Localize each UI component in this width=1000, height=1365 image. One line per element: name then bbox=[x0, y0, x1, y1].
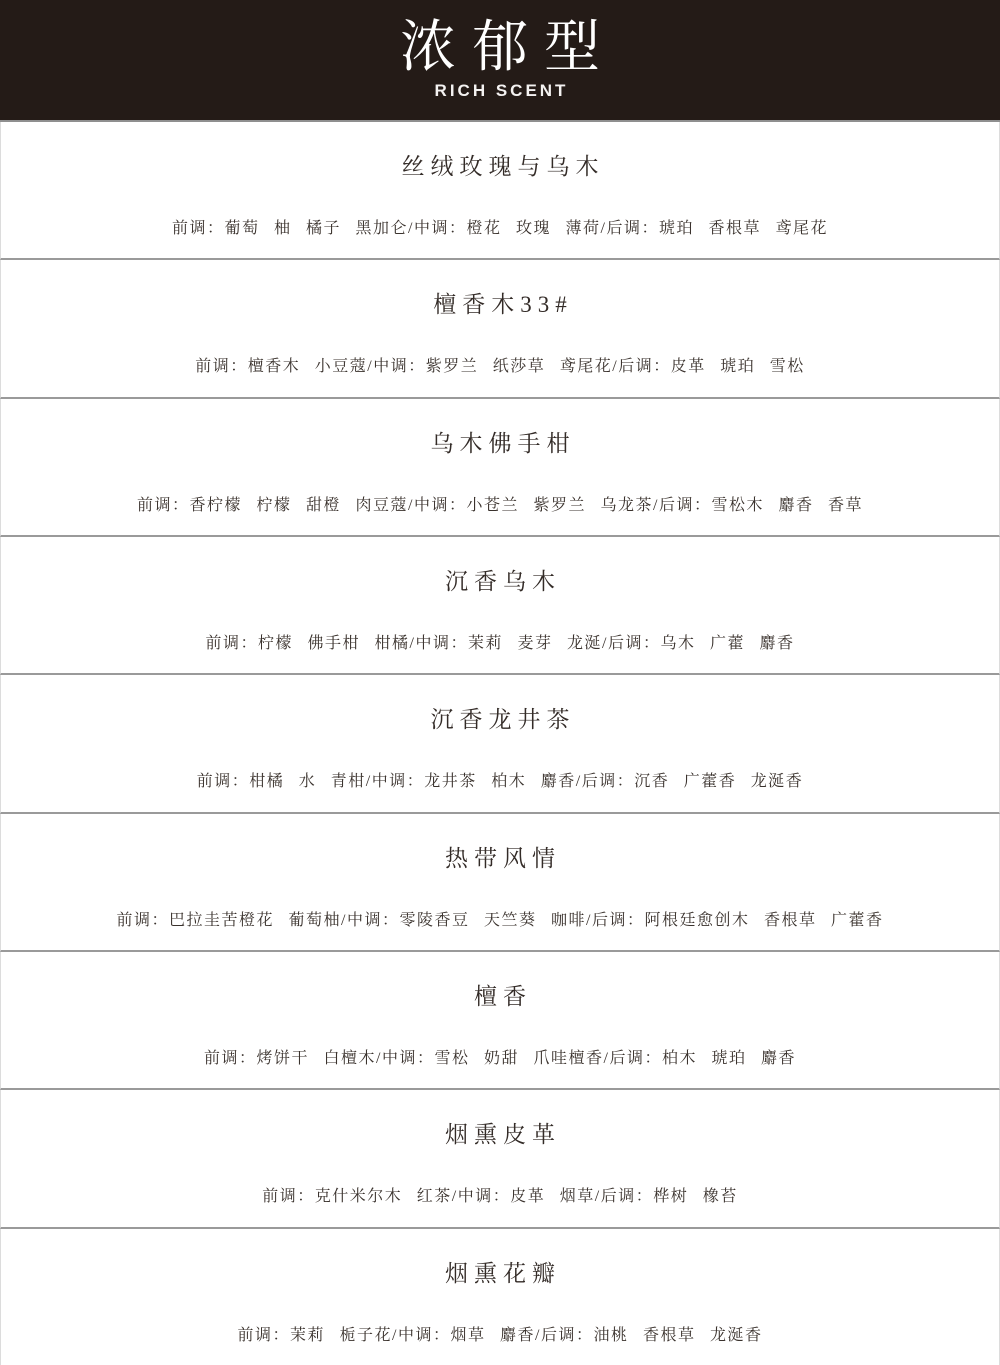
fragrance-notes: 前调：巴拉圭苦橙花 葡萄柚/中调：零陵香豆 天竺葵 咖啡/后调：阿根廷愈创木 香根草 广藿香 bbox=[116, 911, 884, 929]
fragrance-card bbox=[0, 1229, 1000, 1365]
fragrance-name: 沉香龙井茶 bbox=[430, 707, 576, 733]
category-header bbox=[0, 0, 1000, 122]
fragrance-notes: 前调：克什米尔木 红茶/中调：皮革 烟草/后调：桦树 橡苔 bbox=[262, 1188, 738, 1206]
fragrance-card bbox=[0, 399, 1000, 537]
fragrance-list bbox=[0, 122, 1000, 1365]
fragrance-card bbox=[0, 814, 1000, 952]
fragrance-name: 丝绒玫瑰与乌木 bbox=[401, 154, 605, 180]
category-subtitle: RICH SCENT bbox=[434, 81, 569, 101]
fragrance-notes: 前调：烤饼干 白檀木/中调：雪松 奶甜 爪哇檀香/后调：柏木 琥珀 麝香 bbox=[204, 1050, 796, 1068]
fragrance-card bbox=[0, 260, 1000, 398]
fragrance-name: 烟熏皮革 bbox=[445, 1122, 561, 1148]
fragrance-notes: 前调：茉莉 栀子花/中调：烟草 麝香/后调：油桃 香根草 龙涎香 bbox=[237, 1326, 763, 1344]
fragrance-notes: 前调：葡萄 柚 橘子 黑加仑/中调：橙花 玫瑰 薄荷/后调：琥珀 香根草 鸢尾花 bbox=[172, 220, 828, 238]
fragrance-name: 沉香乌木 bbox=[445, 569, 561, 595]
fragrance-card bbox=[0, 675, 1000, 813]
fragrance-card bbox=[0, 1090, 1000, 1228]
fragrance-name: 乌木佛手柑 bbox=[430, 430, 576, 456]
fragrance-name: 檀香木33# bbox=[433, 292, 573, 318]
fragrance-name: 檀香 bbox=[474, 984, 532, 1010]
fragrance-card bbox=[0, 952, 1000, 1090]
fragrance-notes: 前调：柠檬 佛手柑 柑橘/中调：茉莉 麦芽 龙涎/后调：乌木 广藿 麝香 bbox=[205, 635, 795, 653]
category-title: 浓郁型 bbox=[400, 16, 616, 79]
fragrance-card bbox=[0, 537, 1000, 675]
fragrance-card bbox=[0, 122, 1000, 260]
fragrance-name: 烟熏花瓣 bbox=[445, 1260, 561, 1286]
fragrance-name: 热带风情 bbox=[445, 845, 561, 871]
fragrance-notes: 前调：柑橘 水 青柑/中调：龙井茶 柏木 麝香/后调：沉香 广藿香 龙涎香 bbox=[196, 773, 804, 791]
fragrance-notes: 前调：香柠檬 柠檬 甜橙 肉豆蔻/中调：小苍兰 紫罗兰 乌龙茶/后调：雪松木 麝香 香草 bbox=[137, 496, 863, 514]
fragrance-notes: 前调：檀香木 小豆蔻/中调：紫罗兰 纸莎草 鸢尾花/后调：皮革 琥珀 雪松 bbox=[195, 358, 805, 376]
